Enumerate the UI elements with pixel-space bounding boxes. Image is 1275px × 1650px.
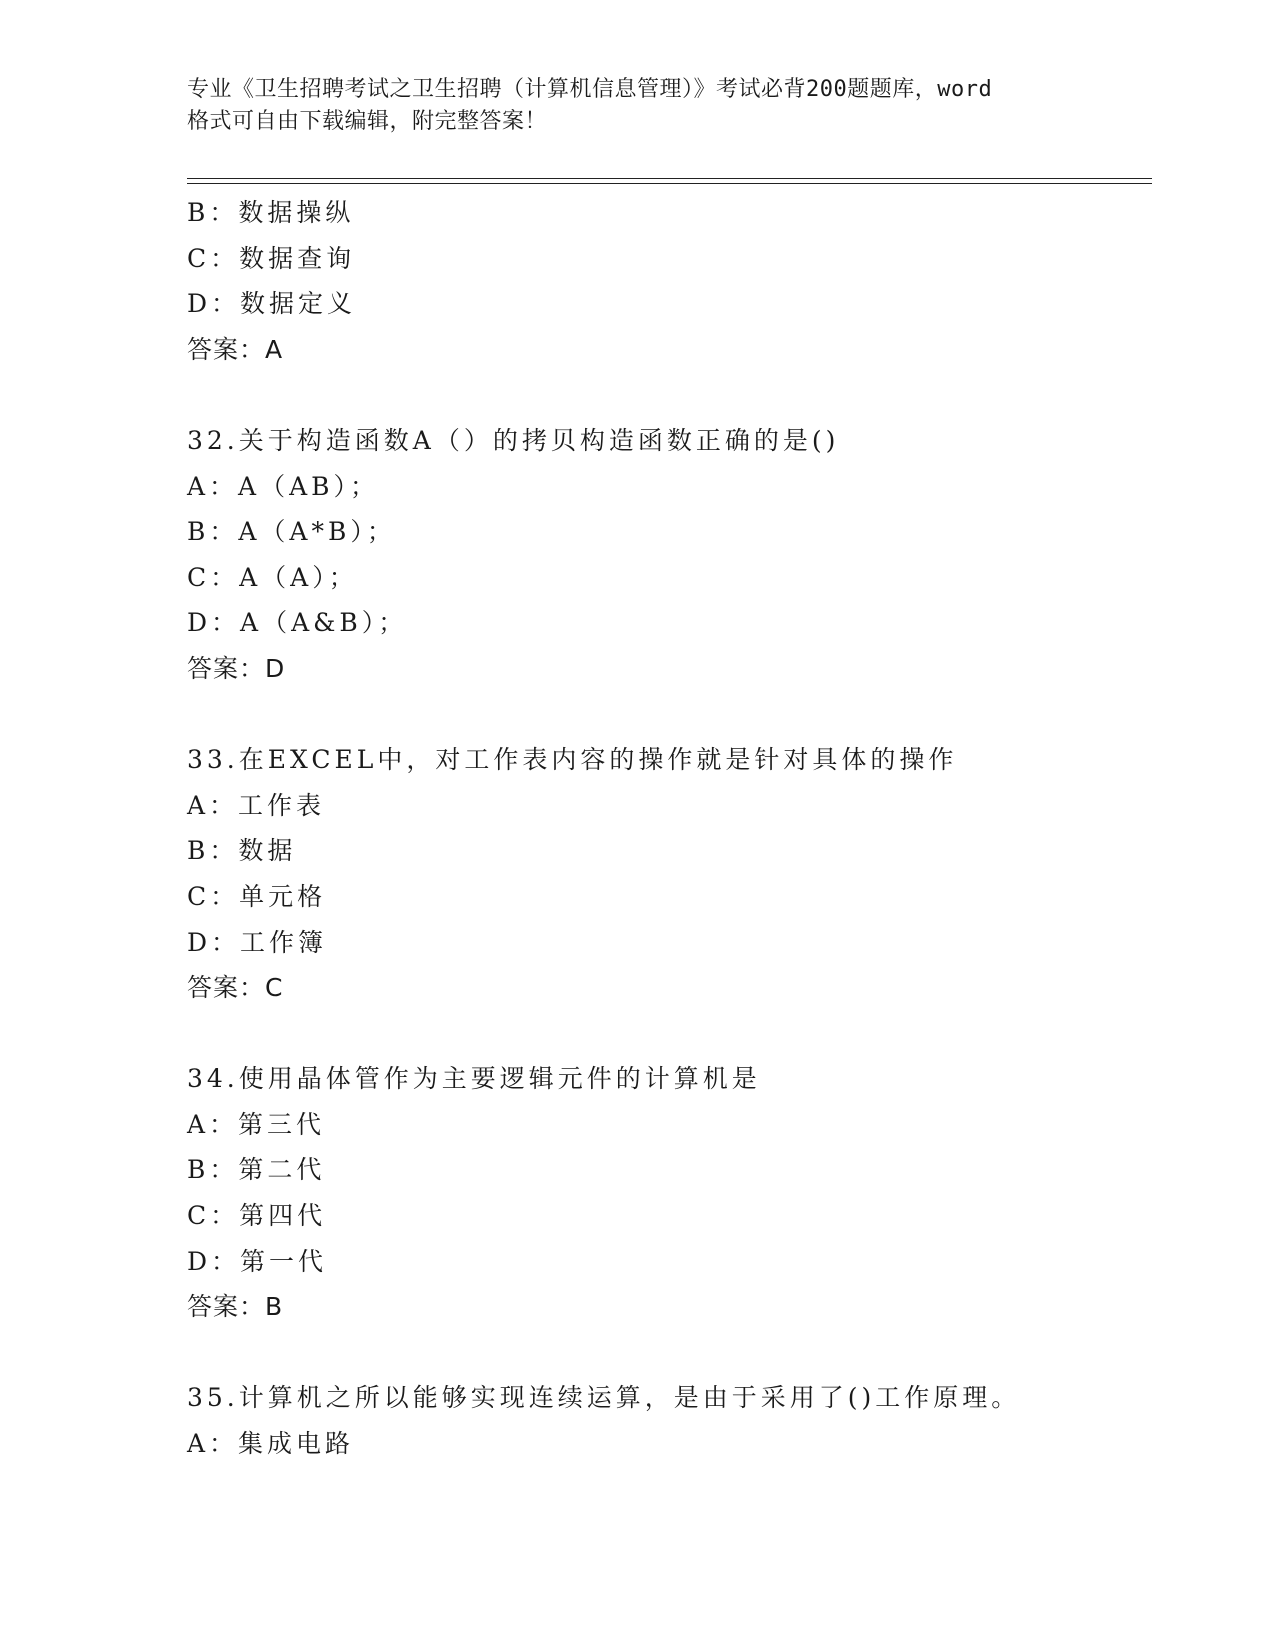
document-header xyxy=(187,74,1087,138)
option-b: B：第二代 xyxy=(187,1155,326,1185)
question-31-continuation xyxy=(187,190,1152,372)
question-35 xyxy=(187,1375,1152,1466)
option-c: C：数据查询 xyxy=(187,243,356,273)
option-b: B：数据 xyxy=(187,836,297,866)
question-stem: 32.关于构造函数A（）的拷贝构造函数正确的是() xyxy=(187,425,840,455)
header-line-2: 格式可自由下载编辑，附完整答案！ xyxy=(187,109,548,134)
question-stem: 34.使用晶体管作为主要逻辑元件的计算机是 xyxy=(187,1064,761,1094)
option-d: D：A（A&B）； xyxy=(187,608,408,638)
answer-line: 答案：C xyxy=(187,973,284,1003)
answer-line: 答案：B xyxy=(187,1292,284,1322)
answer-line: 答案：D xyxy=(187,653,286,683)
question-stem: 33.在EXCEL中，对工作表内容的操作就是针对具体的操作 xyxy=(187,745,958,775)
option-a: A：工作表 xyxy=(187,790,326,820)
question-32 xyxy=(187,418,1152,692)
header-divider-top xyxy=(187,178,1152,179)
option-d: D：第一代 xyxy=(187,1246,328,1276)
answer-line: 答案：A xyxy=(187,334,284,364)
option-d: D：工作簿 xyxy=(187,927,328,957)
option-c: C：A（A）； xyxy=(187,562,358,592)
option-a: A：集成电路 xyxy=(187,1429,355,1459)
option-c: C：第四代 xyxy=(187,1201,327,1231)
option-a: A：A（AB）； xyxy=(187,471,380,501)
option-b: B：数据操纵 xyxy=(187,198,355,227)
question-34 xyxy=(187,1056,1152,1330)
option-c: C：单元格 xyxy=(187,881,327,911)
option-d: D：数据定义 xyxy=(187,289,357,319)
option-b: B：A（A*B）； xyxy=(187,517,396,547)
question-list xyxy=(187,190,1152,1467)
question-33 xyxy=(187,737,1152,1011)
question-stem: 35.计算机之所以能够实现连续运算，是由于采用了()工作原理。 xyxy=(187,1383,1021,1413)
option-a: A：第三代 xyxy=(187,1109,326,1139)
header-line-1: 专业《卫生招聘考试之卫生招聘（计算机信息管理）》考试必背200题题库，word xyxy=(187,77,993,102)
header-divider-bottom xyxy=(187,183,1152,184)
